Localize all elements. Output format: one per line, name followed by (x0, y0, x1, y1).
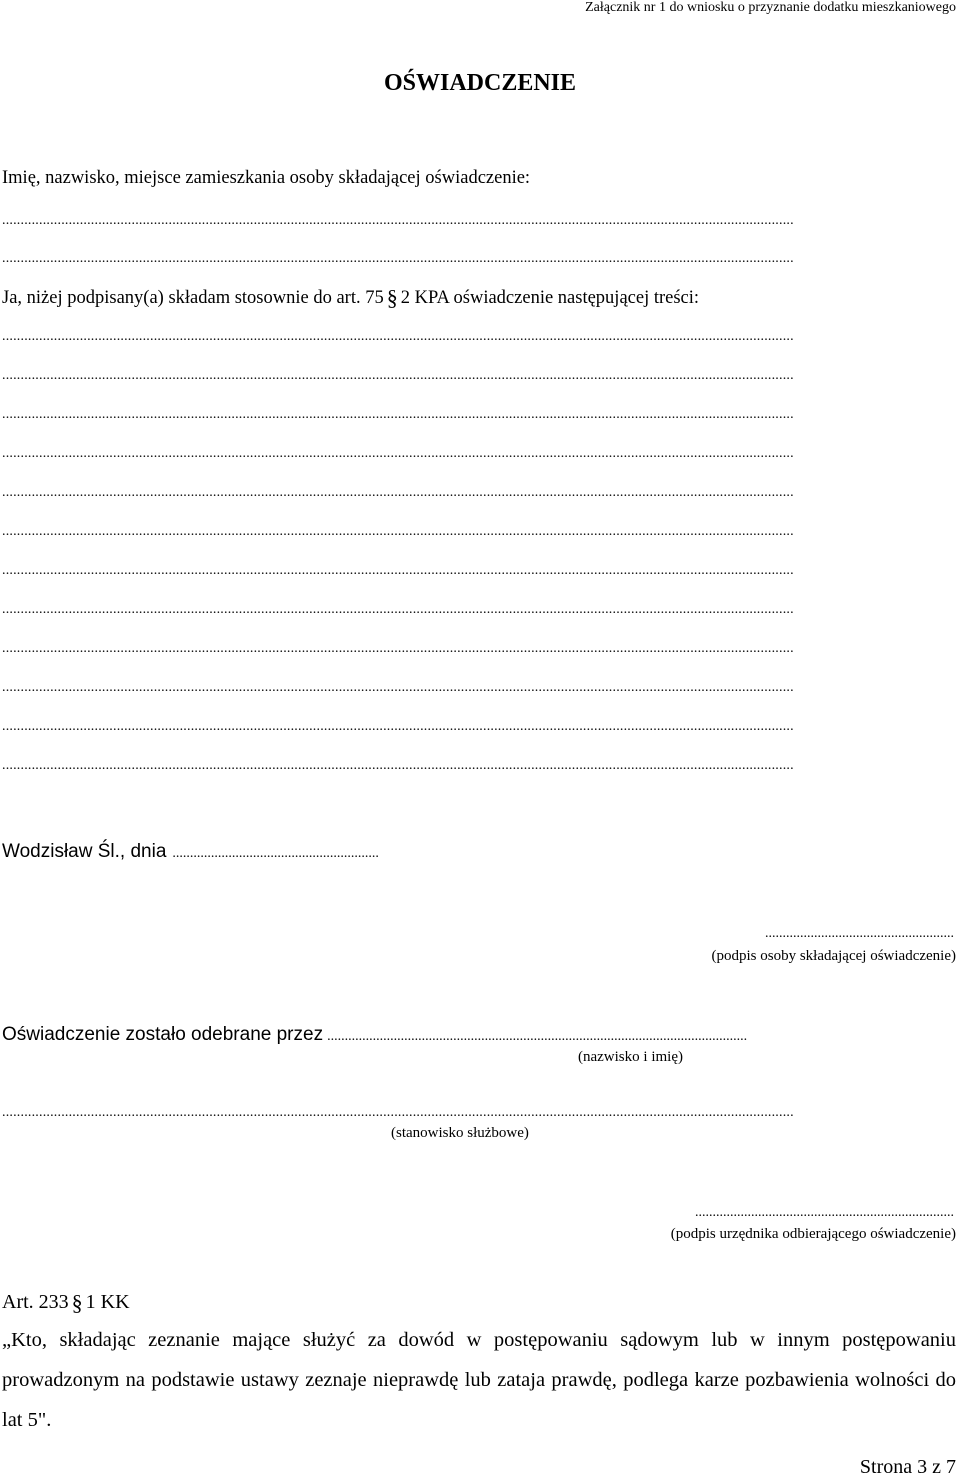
person-label: Imię, nazwisko, miejsce zamieszkania osoby składającej oświadczenie: (2, 168, 531, 188)
section-symbol: § (386, 285, 398, 310)
statement-line-11[interactable]: ...................................................................................................................................................................................................................... (2, 719, 794, 734)
position-field[interactable]: ...................................................................................................................................................................................................................... (2, 1105, 794, 1120)
statement-intro-before: Ja, niżej podpisany(a) składam stosownie do art. 75 (2, 288, 384, 308)
position-caption: (stanowisko służbowe) (391, 1125, 529, 1141)
attachment-note: Załącznik nr 1 do wniosku o przyznanie dodatku mieszkaniowego (585, 0, 956, 15)
statement-line-8[interactable]: ...................................................................................................................................................................................................................... (2, 602, 794, 617)
received-by-label: Oświadczenie zostało odebrane przez (2, 1024, 324, 1045)
official-signature-line[interactable]: .......................................................................... (695, 1205, 954, 1220)
statement-intro (2, 285, 699, 311)
law-section-symbol: § (71, 1290, 83, 1315)
statement-line-10[interactable]: ...................................................................................................................................................................................................................... (2, 680, 794, 695)
place-date-label: Wodzisław Śl., dnia (2, 841, 167, 862)
law-title (2, 1290, 130, 1316)
place-date (2, 841, 379, 863)
official-signature-caption: (podpis urzędnika odbierającego oświadczenie) (670, 1226, 956, 1242)
statement-line-12[interactable]: ...................................................................................................................................................................................................................... (2, 758, 794, 773)
received-by-name-field[interactable]: ........................................................................................................................ (327, 1029, 748, 1044)
declarant-signature-caption: (podpis osoby składającej oświadczenie) (711, 948, 956, 964)
person-line-1[interactable]: ...................................................................................................................................................................................................................... (2, 213, 794, 228)
statement-line-5[interactable]: ...................................................................................................................................................................................................................... (2, 485, 794, 500)
statement-line-4[interactable]: ...................................................................................................................................................................................................................... (2, 446, 794, 461)
declarant-signature-line[interactable]: ...................................................... (765, 926, 954, 941)
statement-line-6[interactable]: ...................................................................................................................................................................................................................... (2, 524, 794, 539)
date-field[interactable]: ........................................................... (172, 846, 379, 861)
statement-line-7[interactable]: ...................................................................................................................................................................................................................... (2, 563, 794, 578)
statement-line-9[interactable]: ...................................................................................................................................................................................................................... (2, 641, 794, 656)
statement-line-2[interactable]: ...................................................................................................................................................................................................................... (2, 368, 794, 383)
statement-line-3[interactable]: ...................................................................................................................................................................................................................... (2, 407, 794, 422)
law-title-before: Art. 233 (2, 1291, 69, 1313)
name-caption: (nazwisko i imię) (578, 1049, 683, 1065)
document-title: OŚWIADCZENIE (383, 70, 577, 96)
statement-line-1[interactable]: ...................................................................................................................................................................................................................... (2, 329, 794, 344)
page-number: Strona 3 z 7 (859, 1456, 956, 1478)
person-line-2[interactable]: ...................................................................................................................................................................................................................... (2, 251, 794, 266)
law-title-after: 1 KK (85, 1291, 130, 1313)
statement-intro-after: 2 KPA oświadczenie następującej treści: (400, 288, 700, 308)
received-by (2, 1024, 747, 1046)
law-text: „Kto, składając zeznanie mające służyć za dowód w postępowaniu sądowym lub w innym postępowaniu prowadzonym na podstawie ustawy zeznaje nieprawdę lub zataja prawdę, podlega karze pozbawienia wolności do lat 5". (2, 1329, 956, 1431)
